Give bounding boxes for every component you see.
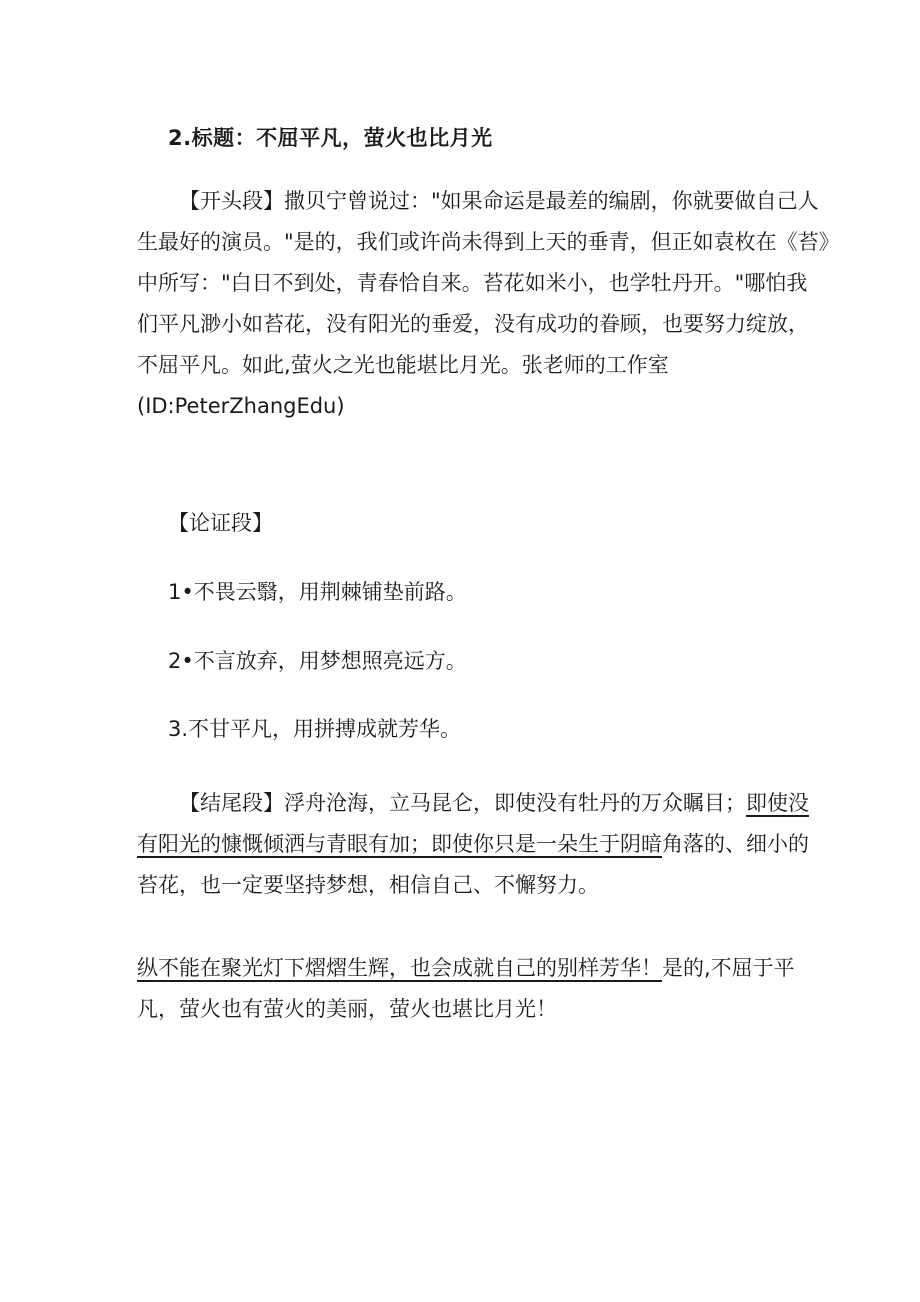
opening-paragraph	[137, 181, 840, 427]
justified-char: 作	[626, 353, 648, 377]
ending-text: 【结尾段】浮舟沧海，立马昆仑，即使没有牡丹的万众瞩目；	[179, 791, 746, 815]
closing-paragraph	[137, 948, 795, 1030]
opening-line: (ID:PeterZhangEdu)	[137, 394, 345, 418]
justified-char: 凡	[200, 353, 221, 377]
justified-char: 光	[479, 353, 501, 377]
justified-char: 如	[242, 353, 263, 377]
justified-char: 此,	[263, 353, 291, 377]
justified-char: 也	[374, 353, 396, 377]
closing-line: 凡，萤火也有萤火的美丽，萤火也堪比月光！	[137, 997, 557, 1021]
justified-char: 能	[395, 353, 417, 377]
ending-paragraph	[137, 783, 809, 906]
ending-text: 角落的、细小的	[662, 832, 809, 856]
argument-heading: 【论证段】	[168, 511, 273, 535]
opening-line: 中所写："白日不到处，青春恰自来。苔花如米小，也学牡丹开。"哪怕我	[137, 271, 808, 295]
ending-underlined-text: 即使没	[746, 791, 809, 815]
argument-point: 2•不言放弃，用梦想照亮远方。	[168, 649, 467, 673]
justified-char: 屈	[158, 353, 179, 377]
opening-line-justified	[137, 345, 785, 386]
justified-char: 的	[584, 353, 606, 377]
justified-char: 师	[563, 353, 585, 377]
justified-char: 老	[542, 353, 564, 377]
justified-char: 月	[458, 353, 480, 377]
opening-line: 们平凡渺小如苔花，没有阳光的垂爱，没有成功的眷顾，也要努力绽放，	[137, 312, 809, 336]
document-title: 2.标题：不屈平凡，萤火也比月光	[168, 126, 493, 150]
closing-line	[137, 948, 795, 989]
argument-point: 3.不甘平凡，用拼搏成就芳华。	[168, 717, 462, 741]
ending-line: 苔花，也一定要坚持梦想，相信自己、不懈努力。	[137, 873, 599, 897]
closing-underlined-text: 纵不能在聚光灯下熠熠生辉，也会成就自己的别样芳华！	[137, 956, 662, 980]
ending-line	[137, 824, 809, 865]
justified-char: 平	[179, 353, 200, 377]
ending-line	[137, 783, 809, 824]
ending-underlined-text: 有阳光的慷慨倾洒与青眼有加；即使你只是一朵生于阴暗	[137, 832, 662, 856]
justified-char: 堪	[416, 353, 438, 377]
justified-char: 张	[521, 353, 543, 377]
justified-char: 光	[353, 353, 375, 377]
opening-line: 【开头段】撒贝宁曾说过："如果命运是最差的编剧，你就要做自己人	[179, 189, 819, 213]
justified-char: 萤	[290, 353, 312, 377]
justified-char: 火	[311, 353, 333, 377]
opening-line: 生最好的演员。"是的，我们或许尚未得到上天的垂青，但正如袁枚在《苔》	[137, 230, 840, 254]
justified-char: 之	[332, 353, 354, 377]
closing-text: 是的,不屈于平	[662, 956, 795, 980]
justified-char: 比	[437, 353, 459, 377]
justified-char: 不	[137, 353, 158, 377]
justified-char: 。	[500, 353, 522, 377]
justified-char: 工	[605, 353, 627, 377]
justified-char: 室	[647, 353, 669, 377]
justified-char: 。	[221, 353, 242, 377]
argument-point: 1•不畏云翳，用荆棘铺垫前路。	[168, 580, 467, 604]
